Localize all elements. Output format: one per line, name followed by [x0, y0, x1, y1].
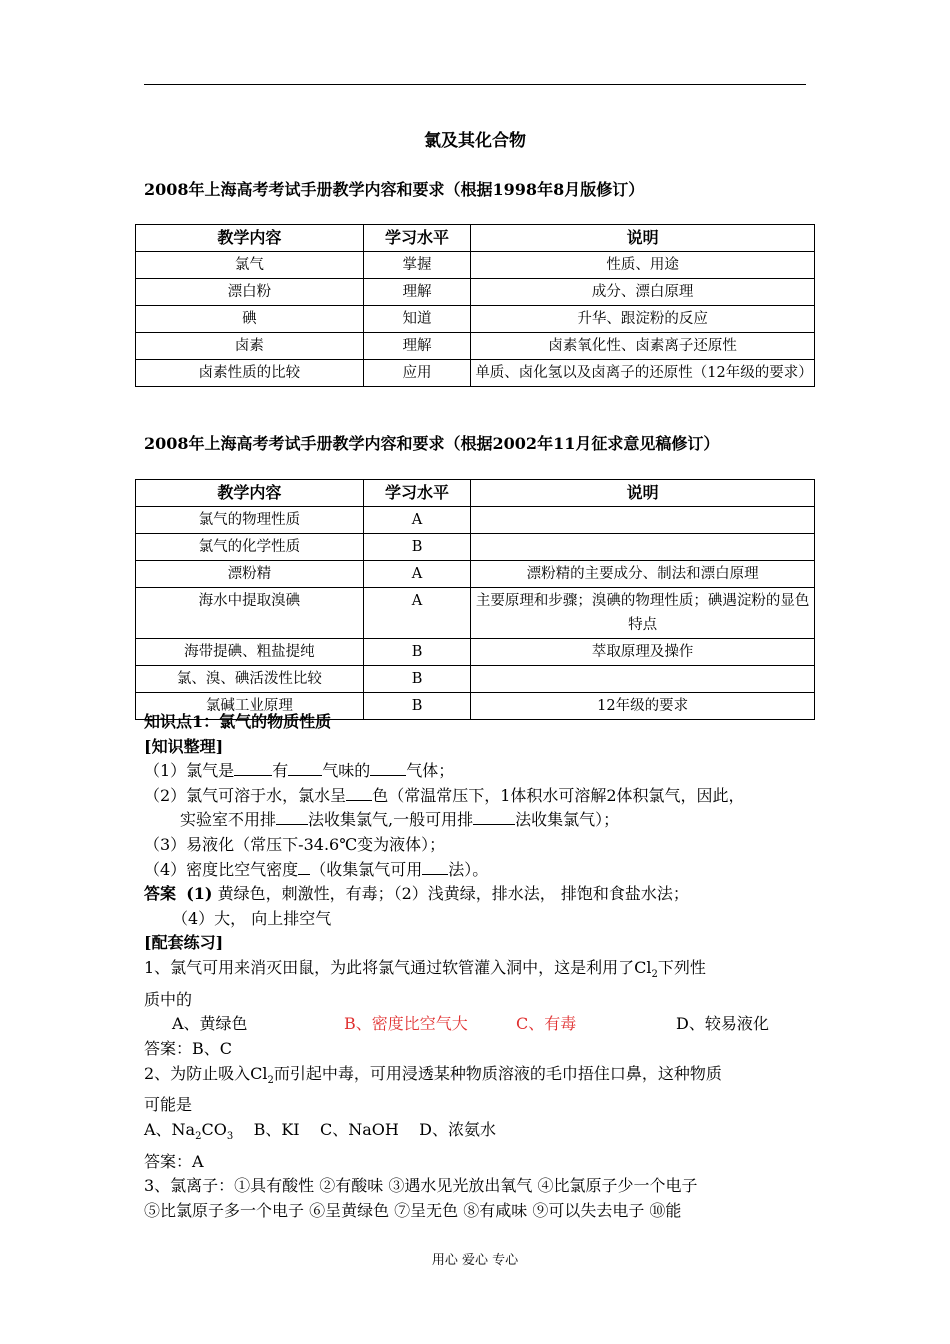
question-1: 1、氯气可用来消灭田鼠，为此将氯气通过软管灌入洞中，这是利用了$Cl_2$下列性: [144, 957, 706, 981]
table-header-row: [136, 225, 815, 252]
table-cell: 掌握: [363, 252, 471, 279]
table-cell: 性质、用途: [471, 252, 815, 279]
organize-heading: [知识整理]: [144, 736, 224, 756]
table-cell: 海水中提取溴碘: [136, 588, 364, 639]
table-cell: 海带提碘、粗盐提纯: [136, 639, 364, 666]
knowledge-line-2: （2）氯气可溶于水，氯水呈 色（常温常压下，1体积水可溶解2体积氯气，因此，: [144, 785, 745, 805]
knowledge-line-4: （4）密度比空气密度 （收集氯气可用 法）。: [144, 859, 489, 879]
question-3-cont: ⑤比氯原子多一个电子 ⑥呈黄绿色 ⑦呈无色 ⑧有咸味 ⑨可以失去电子 ⑩能: [144, 1200, 682, 1220]
table-row: [136, 588, 815, 639]
table-cell: 萃取原理及操作: [471, 639, 815, 666]
table-cell: 氯气的化学性质: [136, 534, 364, 561]
section1-heading: 2008年上海高考考试手册教学内容和要求（根据1998年8月版修订）: [144, 180, 645, 199]
table-cell: 漂白粉: [136, 279, 364, 306]
table-row: [136, 360, 815, 387]
table-row: [136, 507, 815, 534]
table-cell: 主要原理和步骤；溴碘的物理性质；碘遇淀粉的显色特点: [471, 588, 815, 639]
header-rule: [144, 84, 806, 85]
table-header-row: [136, 480, 815, 507]
knowledge-line-1: （1）氯气是 有 气味的 气体；: [144, 761, 455, 781]
table-cell: 卤素: [136, 333, 364, 360]
table-cell: 应用: [363, 360, 471, 387]
question-2: 2、为防止吸入$Cl_2$而引起中毒，可用浸透某种物质溶液的毛巾捂住口鼻，这种物质: [144, 1063, 722, 1086]
table-cell: 知道: [363, 306, 471, 333]
table-row: [136, 306, 815, 333]
table-row: [136, 561, 815, 588]
requirements-table-1998: [135, 224, 815, 387]
requirements-table-2002: [135, 479, 815, 720]
answer-line-2: （4）大， 向上排空气: [172, 908, 332, 928]
table-cell: A: [363, 561, 471, 588]
question-2-cont: 可能是: [144, 1095, 193, 1115]
knowledge-line-2b: 实验室不用排 法收集氯气,一般可用排 法收集氯气）；: [180, 810, 620, 830]
table-cell: A: [363, 507, 471, 534]
table-row: [136, 666, 815, 693]
column-header: 说明: [471, 480, 815, 507]
column-header: 学习水平: [363, 480, 471, 507]
table-cell: 成分、漂白原理: [471, 279, 815, 306]
knowledge-line-3: （3）易液化（常压下-34.6℃变为液体）；: [144, 834, 446, 854]
table-cell: 理解: [363, 333, 471, 360]
page-title: 氯及其化合物: [424, 131, 526, 151]
table-cell: 漂粉精: [136, 561, 364, 588]
column-header: 说明: [471, 225, 815, 252]
question-2-options: A、$Na_2CO_3$ B、KI C、NaOH D、浓氨水: [144, 1119, 496, 1143]
question-2-answer: 答案：A: [144, 1151, 204, 1171]
knowledge-heading: 知识点1：氯气的物质性质: [144, 712, 332, 731]
column-header: 学习水平: [363, 225, 471, 252]
table-cell: [471, 666, 815, 693]
table-row: [136, 639, 815, 666]
page-footer: 用心 爱心 专心: [431, 1253, 519, 1268]
table-cell: 理解: [363, 279, 471, 306]
table-cell: B: [363, 666, 471, 693]
table-cell: 卤素氧化性、卤素离子还原性: [471, 333, 815, 360]
table-cell: 氯气的物理性质: [136, 507, 364, 534]
table-cell: [471, 534, 815, 561]
table-cell: 单质、卤化氢以及卤离子的还原性（12年级的要求）: [471, 360, 815, 387]
table-cell: B: [363, 693, 471, 720]
table-cell: 升华、跟淀粉的反应: [471, 306, 815, 333]
table-cell: 12年级的要求: [471, 693, 815, 720]
question-3: 3、氯离子：①具有酸性 ②有酸味 ③遇水见光放出氧气 ④比氯原子少一个电子: [144, 1176, 698, 1196]
table-row: [136, 333, 815, 360]
question-1-cont: 质中的: [144, 989, 193, 1009]
knowledge-section: [144, 710, 824, 1223]
question-1-options: A、黄绿色 B、密度比空气大 C、有毒 D、较易液化: [172, 1014, 769, 1034]
table-cell: B: [363, 534, 471, 561]
table-cell: A: [363, 588, 471, 639]
section2-heading: 2008年上海高考考试手册教学内容和要求（根据2002年11月征求意见稿修订）: [144, 434, 720, 453]
practice-heading: [配套练习]: [144, 933, 224, 953]
table-cell: 氯气: [136, 252, 364, 279]
table-cell: [471, 507, 815, 534]
table-cell: B: [363, 639, 471, 666]
table-cell: 卤素性质的比较: [136, 360, 364, 387]
answer-line-1: 答案 (1) 黄绿色，刺激性，有毒；（2）浅黄绿，排水法， 排饱和食盐水法；: [144, 884, 689, 904]
table-cell: 漂粉精的主要成分、制法和漂白原理: [471, 561, 815, 588]
table-row: [136, 534, 815, 561]
column-header: 教学内容: [136, 480, 364, 507]
table-row: [136, 252, 815, 279]
table-cell: 氯碱工业原理: [136, 693, 364, 720]
table-cell: 氯、溴、碘活泼性比较: [136, 666, 364, 693]
question-1-answer: 答案：B、C: [144, 1038, 233, 1058]
column-header: 教学内容: [136, 225, 364, 252]
table-cell: 碘: [136, 306, 364, 333]
table-row: [136, 279, 815, 306]
